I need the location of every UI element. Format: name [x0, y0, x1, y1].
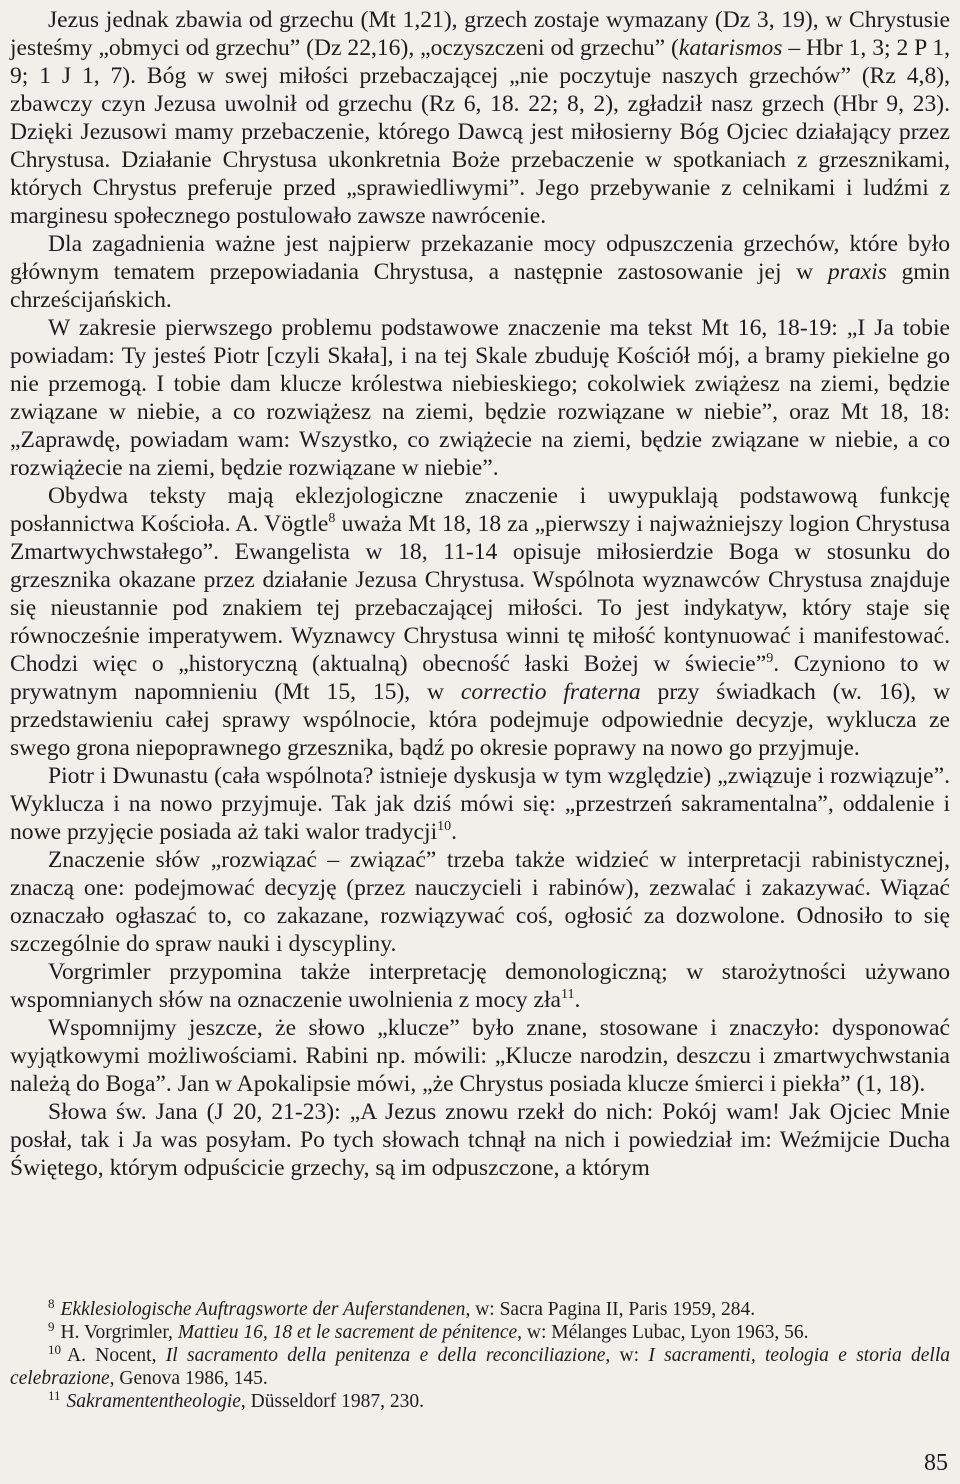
footnote-number: 9	[48, 1319, 55, 1334]
text-run: Obydwa teksty mają eklezjologiczne znaczenie i uwypuklają podstawową funkcję posłannictwa Kościoła. A. Vögtle	[10, 483, 950, 537]
paragraph-p7	[10, 958, 950, 1014]
text-run: , Genova 1986, 145.	[109, 1368, 268, 1389]
footnote-ref: 9	[766, 651, 774, 666]
text-run: Piotr i Dwunastu (cała wspólnota? istnieje dyskusja w tym względzie) „związuje i rozwiązuje”. Wyklucza i na nowo przyjmuje. Tak jak dziś mówi się: „przestrzeń sakramentalna”, oddalenie i nowe przyjęcie posiada aż taki walor tradycji	[10, 763, 950, 845]
italic-text: Il sacramento della penitenza e della reconciliazione	[165, 1345, 606, 1366]
footnote-9	[10, 1321, 950, 1344]
footnote-11	[10, 1390, 950, 1413]
text-run: Dla zagadnienia ważne jest najpierw przekazanie mocy odpuszczenia grzechów, które było głównym tematem przepowiadania Chrystusa, a następnie zastosowanie jej w	[10, 231, 950, 285]
text-run: Słowa św. Jana (J 20, 21-23): „A Jezus znowu rzekł do nich: Pokój wam! Jak Ojciec Mnie posłał, tak i Ja was posyłam. Po tych słowach tchnął na nich i powiedział im: Weźmijcie Ducha Świętego, którym odpuścicie grzechy, są im odpuszczone, a którym	[10, 1099, 950, 1181]
text-run: Wspomnijmy jeszcze, że słowo „klucze” było znane, stosowane i znaczyło: dysponować wyjątkowymi możliwościami. Rabini np. mówili: „Klucze narodzin, deszczu i zmartwychwstania należą do Boga”. Jan w Apokalipsie mówi, „że Chrystus posiada klucze śmierci i piekła” (1, 18).	[10, 1015, 950, 1097]
paragraph-p6	[10, 846, 950, 958]
page-number: 85	[924, 1450, 948, 1476]
text-run: uważa Mt 18, 18 za „pierwszy i najważniejszy logion Chrystusa Zmartwychwstałego”. Ewangelista w 18, 11-14 opisuje miłosierdzie Boga w stosunku do grzesznika okazane przez działanie Jezusa Chrystusa. Wspólnota wyznawców Chrystusa znajduje się nieustannie pod znakiem tej przebaczającej miłości. To jest indykatyw, który staje się równocześnie imperatywem. Wyznawcy Chrystusa winni tę miłość kontynuować i manifestować. Chodzi więc o „historyczną (aktualną) obecność łaski Bożej w świecie”	[10, 511, 950, 677]
main-text	[10, 6, 950, 1182]
italic-text: Mattieu 16, 18 et le sacrement de pénitence	[177, 1322, 518, 1343]
text-run: przy świadkach (w. 16), w przedstawieniu całej sprawy wspólnocie, która podejmuje odpowiednie decyzje, wyklucza ze swego grona niepoprawnego grzesznika, bądź po okresie poprawy na nowo go przyjmuje.	[10, 679, 950, 761]
footnote-number: 8	[48, 1296, 55, 1311]
text-run: Jezus jednak zbawia od grzechu (Mt 1,21), grzech zostaje wymazany (Dz 3, 19), w Chrystusie jesteśmy „obmyci od grzechu” (Dz 22,16), „oczyszczeni od grzechu” (	[10, 7, 950, 61]
footnote-ref: 11	[561, 987, 575, 1002]
footnotes	[10, 1298, 950, 1413]
text-run: A. Nocent,	[67, 1345, 166, 1366]
italic-text: correctio fraterna	[460, 679, 641, 705]
italic-text: praxis	[827, 259, 887, 285]
footnote-ref: 8	[328, 511, 336, 526]
italic-text: I sacramenti, teologia e storia della celebrazione	[10, 1345, 951, 1389]
text-run: .	[574, 987, 581, 1013]
text-run: Znaczenie słów „rozwiązać – związać” trzeba także widzieć w interpretacji rabinistycznej, znaczą one: podejmować decyzję (przez nauczycieli i rabinów), zezwalać i zakazywać. Wiązać oznaczało ogłaszać to, co zakazane, rozwiązywać coś, ogłosić za dozwolone. Odnosiło to się szczególnie do spraw nauki i dyscypliny.	[10, 847, 950, 957]
text-run: Vorgrimler przypomina także interpretację demonologiczną; w starożytności używano wspomnianych słów na oznaczenie uwolnienia z mocy zła	[10, 959, 950, 1013]
footnote-number: 11	[48, 1388, 61, 1403]
paragraph-p1	[10, 6, 950, 230]
text-run: W zakresie pierwszego problemu podstawowe znaczenie ma tekst Mt 16, 18-19: „I Ja tobie powiadam: Ty jesteś Piotr [czyli Skała], i na tej Skale zbuduję Kościół mój, a bramy piekielne go nie przemogą. I tobie dam klucze królestwa niebieskiego; cokolwiek zwiążesz na ziemi, będzie związane w niebie, a co rozwiążesz na ziemi, będzie rozwiązane w niebie”, oraz Mt 18, 18: „Zaprawdę, powiadam wam: Wszystko, co zwiążecie na ziemi, będzie związane w niebie, a co rozwiążecie na ziemi, będzie rozwiązane w niebie”.	[10, 315, 950, 481]
paragraph-p5	[10, 762, 950, 846]
text-run: , w: Mélanges Lubac, Lyon 1963, 56.	[517, 1322, 809, 1343]
italic-text: katarismos	[678, 35, 783, 61]
text-run: , w:	[605, 1345, 649, 1366]
footnote-ref: 10	[437, 819, 452, 834]
text-run: gmin chrześcijańskich.	[10, 259, 950, 313]
footnote-8	[10, 1298, 950, 1321]
text-run: .	[451, 819, 458, 845]
italic-text: Ekklesiologische Auftragsworte der Auferstandenen	[60, 1299, 466, 1320]
footnote-number: 10	[48, 1342, 61, 1357]
paragraph-p9	[10, 1098, 950, 1182]
paragraph-p2	[10, 230, 950, 314]
paragraph-p4	[10, 482, 950, 762]
text-run: , Düsseldorf 1987, 230.	[240, 1391, 424, 1412]
text-run: . Czyniono to w prywatnym napomnieniu (Mt 15, 15), w	[10, 651, 950, 705]
text-run: – Hbr 1, 3; 2 P 1, 9; 1 J 1, 7). Bóg w swej miłości przebaczającej „nie poczytuje naszych grzechów” (Rz 4,8), zbawczy czyn Jezusa uwolnił od grzechu (Rz 6, 18. 22; 8, 2), zgładził nasz grzech (Hbr 9, 23). Dzięki Jezusowi mamy przebaczenie, którego Dawcą jest miłosierny Bóg Ojciec działający przez Chrystusa. Działanie Chrystusa ukonkretnia Boże przebaczenie w spotkaniach z grzesznikami, których Chrystus preferuje przed „sprawiedliwymi”. Jego przebywanie z celnikami i ludźmi z marginesu społecznego postulowało zawsze nawrócenie.	[10, 35, 950, 229]
paragraph-p8	[10, 1014, 950, 1098]
paragraph-p3	[10, 314, 950, 482]
italic-text: Sakramententheologie	[66, 1391, 241, 1412]
text-run: , w: Sacra Pagina II, Paris 1959, 284.	[465, 1299, 756, 1320]
footnote-10	[10, 1344, 950, 1390]
text-run: H. Vorgrimler,	[60, 1322, 178, 1343]
